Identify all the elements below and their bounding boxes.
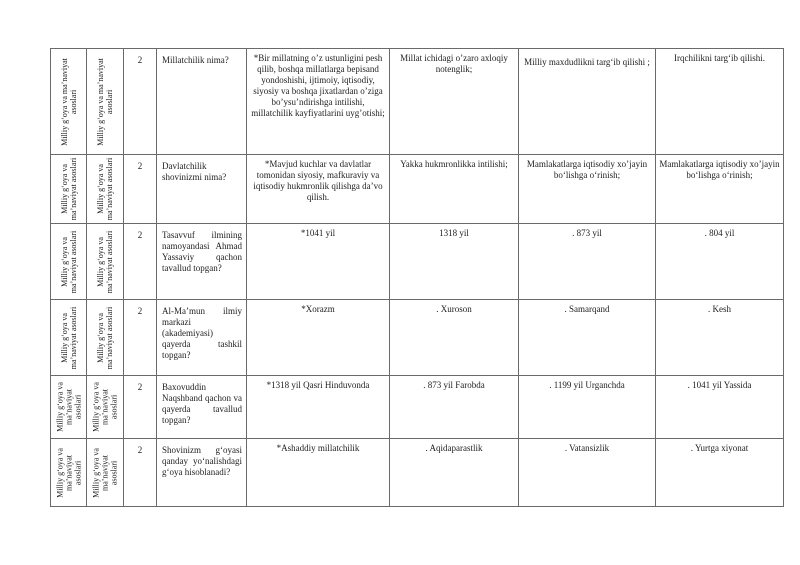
difficulty-level: 2 (124, 224, 157, 300)
answer-option: . Samarqand (519, 300, 656, 376)
difficulty-level: 2 (124, 300, 157, 376)
subject-label-2: Milliy g‘oya va ma’naviyat asoslari (96, 57, 114, 146)
answer-correct: *Xorazm (247, 300, 390, 376)
answer-option: . Aqidaparastlik (390, 439, 519, 507)
answer-option: Irqchilikni targ‘ib qilishi. (656, 49, 784, 155)
answer-option: . 873 yil Farobda (390, 376, 519, 439)
subject-cell (51, 376, 87, 439)
subject-cell-2 (87, 224, 124, 300)
answer-option: Yakka hukmronlikka intilishi; (390, 155, 519, 224)
answer-option: Mamlakatlarga iqtisodiy xo’jayin bo‘lishga o‘rinish; (519, 155, 656, 224)
answer-option: Mamlakatlarga iqtisodiy xo’jayin bo‘lishga o‘rinish; (656, 155, 784, 224)
answer-option: . Kesh (656, 300, 784, 376)
answer-correct: *1318 yil Qasri Hinduvonda (247, 376, 390, 439)
question-text: Baxovuddin Naqshband qachon va qayerda tavallud topgan? (157, 376, 247, 439)
subject-label-2: Milliy g‘oya va ma’naviyat asoslari (91, 447, 119, 498)
test-questions-table (50, 48, 784, 507)
table-row (51, 49, 784, 155)
subject-label-2: Milliy g‘oya va ma’naviyat asoslari (91, 382, 119, 432)
subject-cell (51, 155, 87, 224)
subject-cell-2 (87, 376, 124, 439)
question-text: Millatchilik nima? (157, 49, 247, 155)
answer-option: Milliy maxdudlikni targ‘ib qilishi ; (519, 49, 656, 155)
subject-cell-2 (87, 49, 124, 155)
answer-correct: *1041 yil (247, 224, 390, 300)
answer-correct: *Ashaddiy millatchilik (247, 439, 390, 507)
subject-label-2: Milliy g‘oya va ma’naviyat asoslari (96, 306, 114, 369)
question-text: Shovinizm g‘oyasi qanday yo‘nalishdagi g‘oya hisoblanadi? (157, 439, 247, 507)
subject-label: Milliy g‘oya va ma’naviyat asoslari (59, 57, 78, 146)
table-row (51, 155, 784, 224)
table-row (51, 376, 784, 439)
difficulty-level: 2 (124, 376, 157, 439)
question-text: Al-Ma’mun ilmiy markazi (akademiyasi) qayerda tashkil topgan? (157, 300, 247, 376)
subject-label: Milliy g‘oya va ma’naviyat asoslari (59, 306, 78, 369)
answer-option: . Vatansizlik (519, 439, 656, 507)
answer-option: Millat ichidagi o’zaro axloqiy notenglik; (390, 49, 519, 155)
subject-cell (51, 224, 87, 300)
question-text: Davlatchilik shovinizmi nima? (157, 155, 247, 224)
subject-label-2: Milliy g‘oya va ma’naviyat asoslari (96, 230, 114, 293)
table-row (51, 224, 784, 300)
answer-option: . 804 yil (656, 224, 784, 300)
answer-correct: *Bir millatning o’z ustunligini pesh qilib, boshqa millatlarga bepisand yondoshishi, ijtimoiy, iqtisodiy, siyosiy va boshqa jixatlardan o’ziga bo’ysu’ndirishga intilishi, millatchilik kayfiyatlarini uyg’otishi; (247, 49, 390, 155)
answer-option: . 1199 yil Urganchda (519, 376, 656, 439)
subject-label-2: Milliy g‘oya va ma’naviyat asoslari (96, 157, 114, 221)
answer-option: . 873 yil (519, 224, 656, 300)
subject-cell (51, 49, 87, 155)
answer-option: . 1041 yil Yassida (656, 376, 784, 439)
subject-cell-2 (87, 300, 124, 376)
subject-cell (51, 439, 87, 507)
difficulty-level: 2 (124, 49, 157, 155)
subject-label: Milliy g‘oya va ma’naviyat asoslari (59, 157, 78, 221)
subject-cell-2 (87, 155, 124, 224)
answer-option: . Xuroson (390, 300, 519, 376)
subject-cell (51, 300, 87, 376)
subject-cell-2 (87, 439, 124, 507)
subject-label: Milliy g‘oya va ma’naviyat asoslari (59, 230, 78, 293)
table-row (51, 300, 784, 376)
table-row (51, 439, 784, 507)
difficulty-level: 2 (124, 155, 157, 224)
answer-option: . Yurtga xiyonat (656, 439, 784, 507)
answer-correct: *Mavjud kuchlar va davlatlar tomonidan siyosiy, mafkuraviy va iqtisodiy hukmronlik qilishga da’vo qilish. (247, 155, 390, 224)
answer-option: 1318 yil (390, 224, 519, 300)
difficulty-level: 2 (124, 439, 157, 507)
subject-label: Milliy g‘oya va ma’naviyat asoslari (55, 382, 82, 432)
subject-label: Milliy g‘oya va ma’naviyat asoslari (55, 447, 82, 498)
question-text: Tasavvuf ilmining namoyandasi Ahmad Yassaviy qachon tavallud topgan? (157, 224, 247, 300)
